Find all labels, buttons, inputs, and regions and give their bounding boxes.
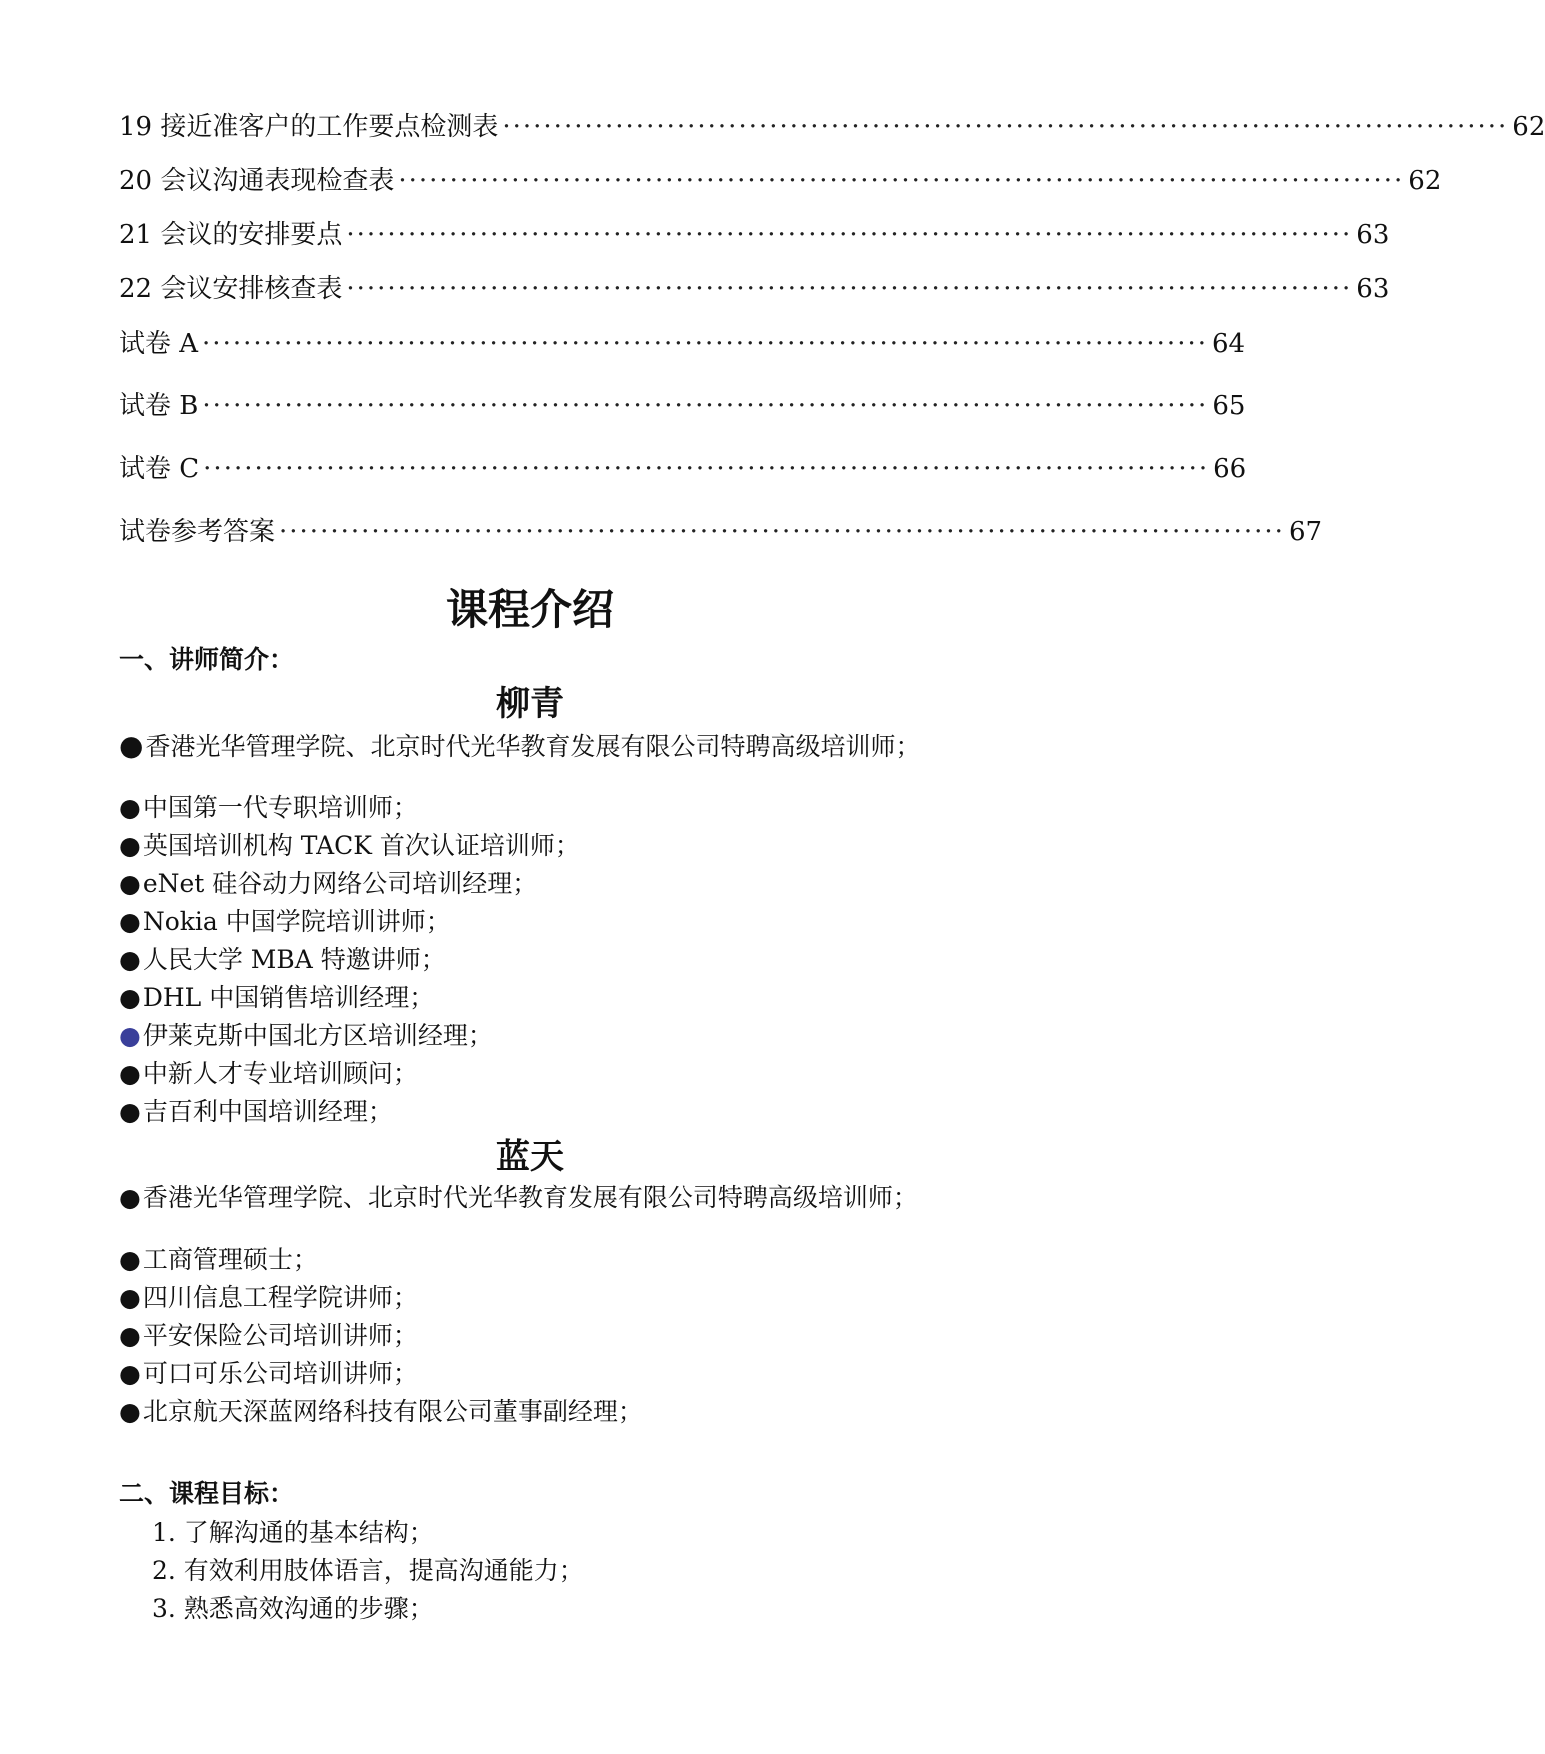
instructor-name: 蓝天 xyxy=(496,1137,564,1177)
toc-label: 21 会议的安排要点 xyxy=(119,220,343,250)
toc-row xyxy=(119,389,1246,423)
toc-label: 19 接近准客户的工作要点检测表 xyxy=(119,112,499,142)
goal-item: 3. 熟悉高效沟通的步骤； xyxy=(152,1594,434,1623)
toc-page-number: 64 xyxy=(1211,329,1246,359)
bio-item: ●平安保险公司培训讲师； xyxy=(119,1321,418,1350)
bio-item: ●可口可乐公司培训讲师； xyxy=(119,1359,418,1388)
bullet-icon: ● xyxy=(119,793,141,822)
bullet-icon: ● xyxy=(119,869,141,898)
toc-page-number: 66 xyxy=(1213,454,1247,484)
toc-leader: ·································································································· xyxy=(346,274,1353,304)
bio-item: ●人民大学 MBA 特邀讲师； xyxy=(119,945,446,974)
bullet-icon: ● xyxy=(119,729,144,762)
toc-leader: ·································································································· xyxy=(202,329,1208,359)
toc-leader: ·································································································· xyxy=(346,220,1353,250)
toc-page-number: 67 xyxy=(1288,517,1323,547)
bullet-icon: ● xyxy=(119,907,141,936)
bullet-icon: ● xyxy=(119,1097,141,1126)
bullet-icon: ● xyxy=(119,1397,141,1426)
toc-page-number: 63 xyxy=(1356,220,1390,250)
toc-leader: ·································································································· xyxy=(279,517,1285,547)
bullet-icon: ● xyxy=(119,1021,141,1050)
section-heading-instructors: 一、讲师简介： xyxy=(119,645,295,674)
instructor-name: 柳青 xyxy=(496,684,564,724)
toc-label: 试卷 B xyxy=(119,391,199,421)
toc-page-number: 65 xyxy=(1212,391,1246,421)
bio-item: ●伊莱克斯中国北方区培训经理； xyxy=(119,1021,493,1050)
toc-page-number: 62 xyxy=(1408,166,1442,196)
bullet-icon: ● xyxy=(119,945,141,974)
bio-item: ●吉百利中国培训经理； xyxy=(119,1097,393,1126)
toc-row xyxy=(119,110,1545,144)
toc-page-number: 63 xyxy=(1356,274,1390,304)
section-heading-goals: 二、课程目标： xyxy=(119,1479,295,1508)
toc-row xyxy=(119,515,1323,549)
bullet-icon: ● xyxy=(119,1245,141,1274)
toc-row xyxy=(119,164,1442,198)
toc-label: 试卷参考答案 xyxy=(119,517,276,547)
toc-label: 20 会议沟通表现检查表 xyxy=(119,166,395,196)
toc-label: 试卷 C xyxy=(119,454,200,484)
goal-item: 2. 有效利用肢体语言，提高沟通能力； xyxy=(152,1556,584,1585)
bio-item: ●四川信息工程学院讲师； xyxy=(119,1283,418,1312)
bio-item: ●香港光华管理学院、北京时代光华教育发展有限公司特聘高级培训师； xyxy=(119,729,921,762)
toc-leader: ·································································································· xyxy=(398,166,1405,196)
bullet-icon: ● xyxy=(119,1359,141,1388)
page-title: 课程介绍 xyxy=(445,585,614,634)
bio-item: ●工商管理硕士； xyxy=(119,1245,318,1274)
bio-item: ●香港光华管理学院、北京时代光华教育发展有限公司特聘高级培训师； xyxy=(119,1183,918,1212)
bio-item: ●DHL 中国销售培训经理； xyxy=(119,983,435,1012)
bio-item: ●中国第一代专职培训师； xyxy=(119,793,418,822)
bio-item: ●英国培训机构 TACK 首次认证培训师； xyxy=(119,831,580,860)
toc-row xyxy=(119,452,1247,486)
bullet-icon: ● xyxy=(119,1183,141,1212)
bullet-icon: ● xyxy=(119,1283,141,1312)
bio-item: ●Nokia 中国学院培训讲师； xyxy=(119,907,451,936)
goal-item: 1. 了解沟通的基本结构； xyxy=(152,1518,434,1547)
bio-item: ●eNet 硅谷动力网络公司培训经理； xyxy=(119,869,538,898)
toc-row xyxy=(119,327,1246,361)
toc-label: 试卷 A xyxy=(119,329,199,359)
bullet-icon: ● xyxy=(119,983,141,1012)
toc-leader: ·································································································· xyxy=(502,112,1509,142)
toc-page-number: 62 xyxy=(1512,112,1545,142)
toc-leader: ·································································································· xyxy=(203,454,1210,484)
bullet-icon: ● xyxy=(119,831,141,860)
toc-leader: ·································································································· xyxy=(202,391,1209,421)
toc-row xyxy=(119,218,1390,252)
toc-row xyxy=(119,272,1390,306)
bullet-icon: ● xyxy=(119,1059,141,1088)
toc-label: 22 会议安排核查表 xyxy=(119,274,343,304)
bio-item: ●北京航天深蓝网络科技有限公司董事副经理； xyxy=(119,1397,643,1426)
bio-item: ●中新人才专业培训顾问； xyxy=(119,1059,418,1088)
bullet-icon: ● xyxy=(119,1321,141,1350)
